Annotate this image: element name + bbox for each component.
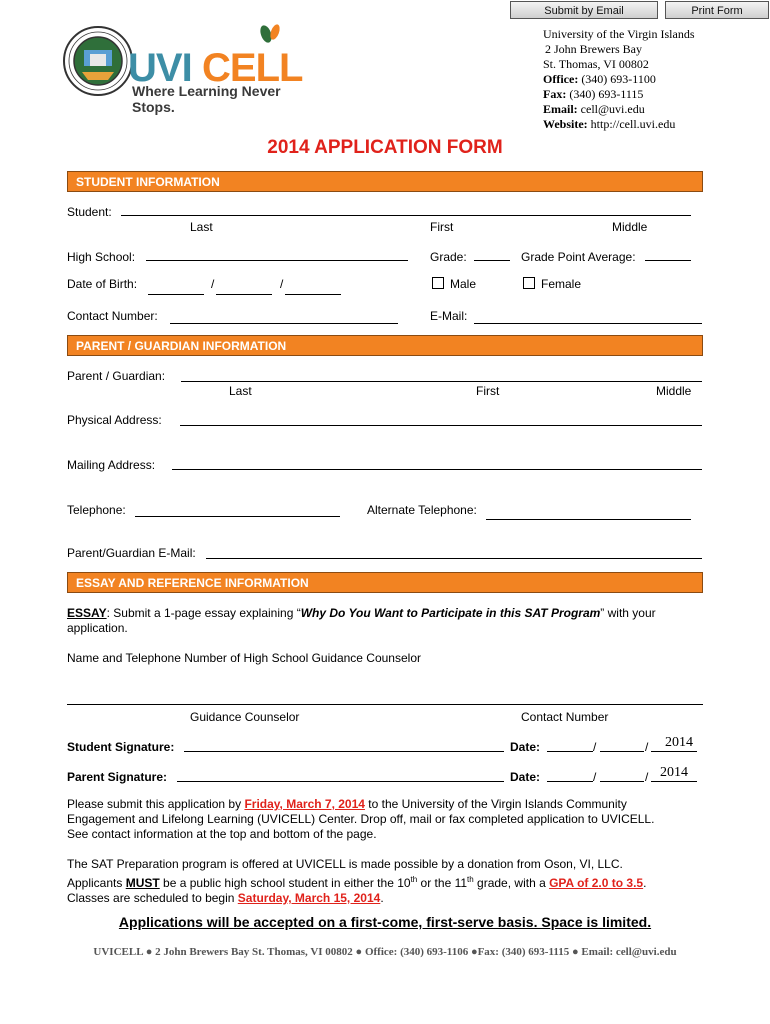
male-checkbox[interactable] [432,277,444,289]
mailing-address-label: Mailing Address: [67,458,156,472]
essay-instructions: ESSAY: Submit a 1-page essay explaining “Why Do You Want to Participate in this SAT Program” with your [67,606,656,620]
leaf-icon [258,20,282,46]
contact-number-field[interactable] [170,323,398,324]
dob-slash: / [280,277,284,291]
parent-date-year: 2014 [660,765,688,780]
student-name-field[interactable] [121,215,691,216]
female-option[interactable]: Female [523,277,581,291]
website-line: Website: http://cell.uvi.edu [543,117,676,131]
student-first-caption: First [430,220,454,234]
parent-last-caption: Last [229,384,252,398]
street: 2 John Brewers Bay [545,42,642,56]
essay-instructions-cont: application. [67,621,128,635]
city: St. Thomas, VI 00802 [543,57,649,71]
parent-section-header: PARENT / GUARDIAN INFORMATION [67,335,703,356]
parent-signature-label: Parent Signature: [67,770,168,784]
student-signature-label: Student Signature: [67,740,175,754]
uvi-seal-icon [62,20,134,102]
alt-telephone-label: Alternate Telephone: [367,503,477,517]
org-name: University of the Virgin Islands [543,27,695,41]
grade-label: Grade: [430,250,467,264]
student-signature-field[interactable] [184,751,504,752]
high-school-label: High School: [67,250,136,264]
address-block [543,27,695,132]
office-line: Office: (340) 693-1100 [543,72,656,86]
telephone-field[interactable] [135,516,340,517]
high-school-field[interactable] [146,260,408,261]
female-checkbox[interactable] [523,277,535,289]
gpa-requirement: GPA of 2.0 to 3.5 [549,876,644,890]
program-eligibility: The SAT Preparation program is offered at UVICELL is made possible by a donation from Oson, VI, LLC. Applicants MUST be a public high school student in either the 10th or the 11th grade, with a GPA of 2.0 to 3.5. Classes are scheduled to begin Saturday, March 15, 2014. [67,857,647,905]
parent-guardian-label: Parent / Guardian: [67,369,166,383]
parent-first-caption: First [476,384,500,398]
brand-cell: CELL [202,46,303,90]
print-form-button[interactable]: Print Form [665,1,769,19]
parent-signature-field[interactable] [177,781,504,782]
parent-email-field[interactable] [206,558,702,559]
student-date-label: Date: [510,740,541,754]
brand-uvi: UVI [128,46,192,90]
date-slash: / [645,770,649,784]
class-start-date: Saturday, March 15, 2014 [237,891,381,905]
alt-telephone-field[interactable] [486,519,691,520]
student-label: Student: [67,205,112,219]
dob-day-field[interactable] [216,294,272,295]
first-come-banner: Applications will be accepted on a first-come, first-serve basis. Space is limited. [118,914,652,930]
parent-date-year-field[interactable] [651,781,697,782]
date-slash: / [593,770,597,784]
uvicell-logo [62,20,322,115]
telephone-label: Telephone: [67,503,126,517]
parent-date-label: Date: [510,770,541,784]
contact-number-label: Contact Number: [67,309,158,323]
grade-field[interactable] [474,260,510,261]
physical-address-field[interactable] [180,425,702,426]
parent-name-field[interactable] [181,381,702,382]
guidance-counselor-caption: Guidance Counselor [190,710,300,724]
dob-slash: / [211,277,215,291]
student-last-caption: Last [190,220,213,234]
parent-email-label: Parent/Guardian E-Mail: [67,546,196,560]
student-date-year-field[interactable] [651,751,697,752]
dob-label: Date of Birth: [67,277,138,291]
tagline: Where Learning Never Stops. [132,83,281,115]
dob-year-field[interactable] [285,294,341,295]
form-title: 2014 APPLICATION FORM [267,137,503,158]
contact-number-caption: Contact Number [521,710,609,724]
student-date-month[interactable] [547,751,593,752]
mailing-address-field[interactable] [172,469,702,470]
gpa-label: Grade Point Average: [521,250,636,264]
dob-month-field[interactable] [148,294,204,295]
deadline-date: Friday, March 7, 2014 [244,797,365,811]
student-date-day[interactable] [600,751,644,752]
student-middle-caption: Middle [612,220,648,234]
fax-line: Fax: (340) 693-1115 [543,87,644,101]
counselor-field[interactable] [67,704,703,705]
student-section-header: STUDENT INFORMATION [67,171,703,192]
email-line: Email: cell@uvi.edu [543,102,645,116]
student-date-year: 2014 [665,735,693,750]
student-email-field[interactable] [474,323,702,324]
male-option[interactable]: Male [432,277,476,291]
parent-date-month[interactable] [547,781,593,782]
physical-address-label: Physical Address: [67,413,162,427]
date-slash: / [645,740,649,754]
submission-instructions: Please submit this application by Friday, March 7, 2014 to the University of the Virgin Islands Community Engagement and Lifelong Learning (UVICELL) Center. Drop off, mail or fax completed application to UVICELL. See contact information at the top and bottom of the page. [67,797,655,841]
parent-date-day[interactable] [600,781,644,782]
gpa-field[interactable] [645,260,691,261]
submit-by-email-button[interactable]: Submit by Email [510,1,658,19]
parent-middle-caption: Middle [656,384,692,398]
counselor-prompt: Name and Telephone Number of High School Guidance Counselor [67,651,421,665]
footer-contact: UVICELL ● 2 John Brewers Bay St. Thomas, VI 00802 ● Office: (340) 693-1106 ●Fax: (340) 693-1115 ● Email: cell@uvi.edu [93,946,677,958]
student-email-label: E-Mail: [430,309,468,323]
essay-section-header: ESSAY AND REFERENCE INFORMATION [67,572,703,593]
date-slash: / [593,740,597,754]
